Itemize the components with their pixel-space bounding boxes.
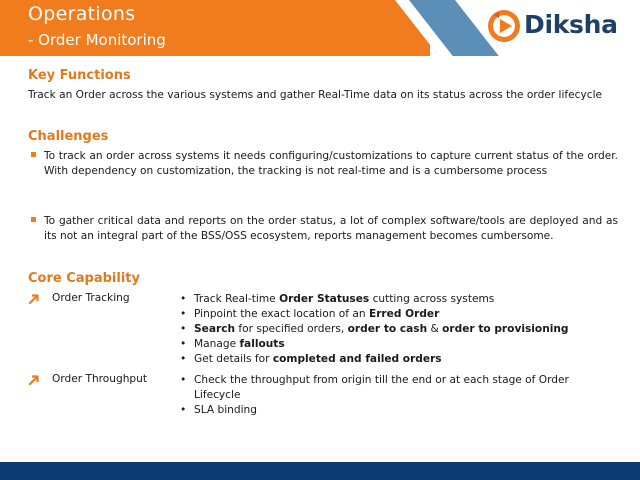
challenge-item [44, 214, 618, 244]
capability-label-order-tracking: Order Tracking [52, 292, 130, 304]
diagonal-arrow-icon [28, 293, 40, 305]
bold-text: Erred Order [368, 308, 440, 320]
bold-text: Search [194, 323, 236, 335]
capability-bullet [180, 403, 590, 418]
text: Manage [194, 338, 240, 350]
logo-wordmark: Diksha [524, 10, 618, 39]
text: & [427, 323, 443, 335]
square-bullet-icon [31, 217, 36, 222]
capability-bullet [180, 352, 600, 367]
order-tracking-list [180, 292, 600, 367]
text: Pinpoint the exact location of an [194, 308, 369, 320]
key-functions-text: Track an Order across the various systems and gather Real-Time data on its status across the order lifecycle [28, 89, 603, 101]
capability-bullet [180, 307, 600, 322]
square-bullet-icon [31, 152, 36, 157]
capability-bullet [180, 337, 600, 352]
text: Get details for [194, 353, 273, 365]
key-functions-heading: Key Functions [28, 68, 131, 83]
capability-label-order-throughput: Order Throughput [52, 373, 148, 385]
bold-text: completed and failed orders [272, 353, 442, 365]
challenge-item [44, 149, 618, 179]
text: SLA binding [194, 404, 257, 416]
bold-text: fallouts [239, 338, 285, 350]
core-capability-heading: Core Capability [28, 271, 140, 286]
challenge-text: To track an order across systems it needs configuring/customizations to capture current status of the order. With dependency on customization, the tracking is not real-time and is a cumbersome process [44, 150, 618, 177]
text: Track Real-time [194, 293, 280, 305]
page-title: Operations [28, 3, 136, 25]
bold-text: order to cash [347, 323, 428, 335]
capability-bullet [180, 322, 600, 337]
capability-bullet [180, 373, 590, 403]
text: Check the throughput from origin till the end or at each stage of Order Lifecycle [194, 374, 569, 401]
diksha-logo [486, 6, 626, 46]
page-subtitle: - Order Monitoring [28, 31, 166, 49]
bold-text: order to provisioning [442, 323, 569, 335]
bold-text: Order Statuses [279, 293, 370, 305]
capability-bullet [180, 292, 600, 307]
diagonal-arrow-icon [28, 374, 40, 386]
challenges-heading: Challenges [28, 129, 109, 144]
play-logo-icon [486, 8, 522, 44]
order-throughput-list [180, 373, 590, 418]
footer-bar [0, 462, 640, 480]
header-banner [0, 0, 640, 56]
challenge-text: To gather critical data and reports on the order status, a lot of complex software/tools are deployed and as its not an integral part of the BSS/OSS ecosystem, reports management becomes cumbersome. [44, 215, 618, 242]
text: cutting across systems [369, 293, 495, 305]
text: for specified orders, [235, 323, 348, 335]
